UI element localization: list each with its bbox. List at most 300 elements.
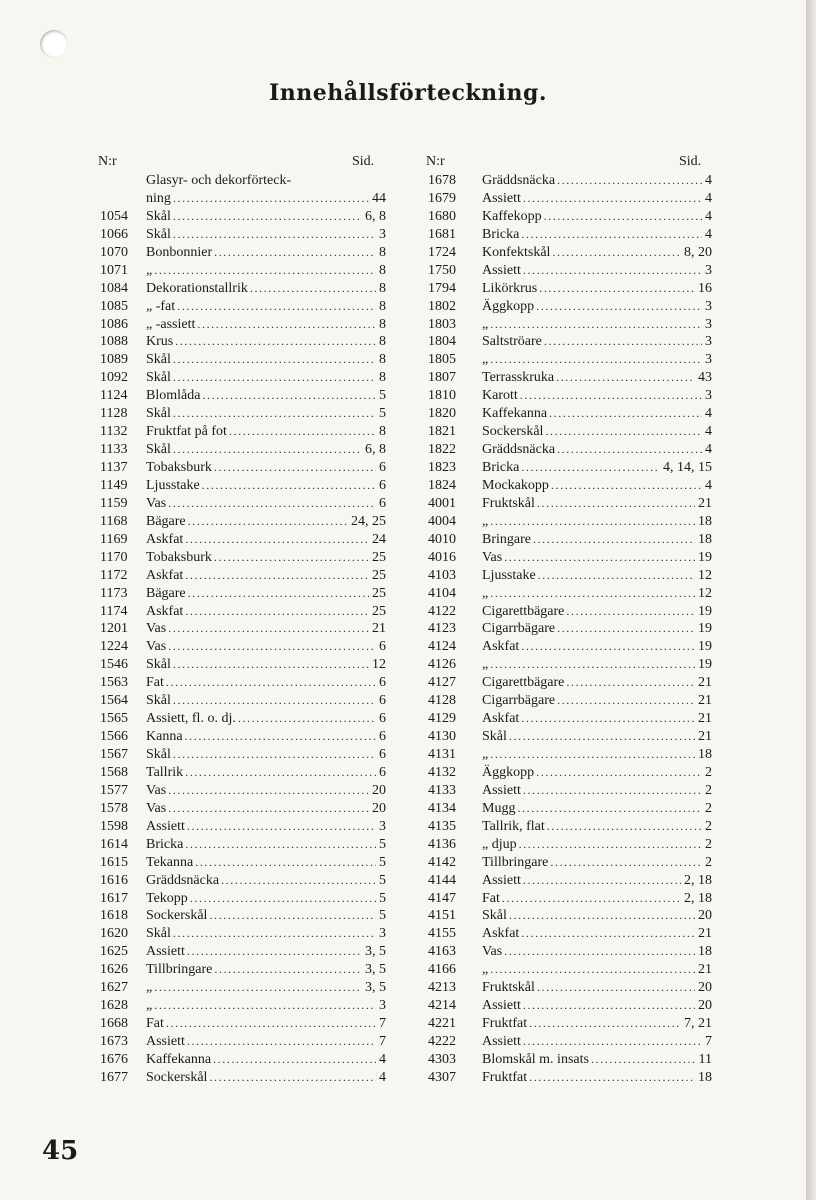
item-name: Terrasskruka [482,370,555,386]
index-entry [428,262,712,280]
item-name: Sockerskål [482,424,544,440]
item-name: Askfat [482,711,520,727]
item-number: 4166 [428,962,456,978]
leader-dots [490,656,695,674]
index-entry [100,280,386,298]
leader-dots [168,495,376,513]
index-entry [100,351,386,369]
item-number: 1822 [428,442,456,458]
leader-dots [502,890,681,908]
page-reference: 18 [698,747,712,762]
right-num-header: N:r [426,154,445,169]
page-reference: 4 [705,173,712,188]
leader-dots [504,549,695,567]
page-reference: 4 [705,190,712,206]
leader-dots [185,531,369,549]
leader-dots [557,692,695,710]
page-reference: 6 [379,639,386,655]
page-reference: 3 [705,262,712,278]
leader-dots [154,997,376,1015]
page-reference: 4 [379,1069,386,1085]
item-name: Skål [482,908,507,924]
item-name: Vas [146,639,167,655]
index-entry [100,764,386,782]
leader-dots [250,280,376,298]
leader-dots [490,513,695,531]
item-number: 1088 [100,334,128,350]
item-number: 4124 [428,639,456,655]
page-reference: 20 [698,998,712,1014]
page-reference: 43 [698,370,712,386]
item-number: 1054 [100,208,128,224]
item-name: Askfat [482,639,520,655]
page-reference: 21 [698,962,712,978]
page-reference: 3 [379,926,386,942]
item-name: Fruktfat på fot [146,424,227,440]
leader-dots [202,387,376,405]
item-name: Tobaksburk [146,549,212,565]
page-reference: 18 [698,1069,712,1085]
index-entry [100,890,386,908]
intro-page: 44 [372,190,386,206]
item-number: 1066 [100,226,128,242]
item-number: 1132 [100,424,128,440]
index-entry [428,728,712,746]
index-entry [428,244,712,262]
item-name: Kaffekanna [146,1051,212,1067]
index-entry [428,1033,712,1051]
index-entry [428,423,712,441]
item-name: „ [482,747,489,762]
leader-dots [566,603,695,621]
leader-dots [509,907,695,925]
item-number: 1224 [100,639,128,655]
index-entry [428,800,712,818]
punch-hole [40,30,68,58]
item-name: Blomlåda [146,388,201,404]
page-reference: 6, 8 [365,208,386,224]
item-name: Blomskål m. insats [482,1051,589,1067]
item-name: Karott [482,388,518,404]
item-number: 1089 [100,352,128,368]
index-entry [100,369,386,387]
item-name: Vas [482,944,503,960]
page-reference: 3 [379,226,386,242]
intro-line-2: ning [146,190,171,206]
index-entry [428,405,712,423]
item-number: 1086 [100,316,128,332]
page-reference: 4 [705,406,712,422]
item-number: 1137 [100,460,128,475]
index-entry [428,172,712,190]
page-reference: 5 [379,406,386,422]
index-entry [428,943,712,961]
item-number: 1627 [100,980,128,996]
index-entry [100,226,386,244]
item-name: Bägare [146,513,186,529]
item-name: Krus [146,334,174,350]
leader-dots [173,351,376,369]
item-number: 4134 [428,800,456,816]
item-number: 1201 [100,621,128,637]
leader-dots [202,477,376,495]
leader-dots [539,280,695,298]
index-entry [100,997,386,1015]
index-entry [428,620,712,638]
index-entry [428,280,712,298]
index-entry [100,925,386,943]
index-entry [428,872,712,890]
item-name: Fruktskål [482,495,535,511]
item-name: „ -assiett [146,316,196,332]
item-name: „ -fat [146,298,176,314]
leader-dots [536,764,702,782]
page-reference: 6 [379,711,386,727]
page-reference: 7, 21 [684,1016,712,1032]
item-name: Askfat [146,603,184,619]
item-number: 1614 [100,836,128,852]
index-entry [428,1069,712,1087]
page-reference: 8 [379,352,386,368]
leader-dots [214,244,376,262]
index-entry [100,728,386,746]
item-name: „ [482,513,489,529]
item-number: 1070 [100,244,128,260]
index-intro [100,172,386,190]
leader-dots [537,979,695,997]
item-number: 1810 [428,388,456,404]
page-reference: 2 [705,764,712,780]
item-name: Cigarrbägare [482,693,556,709]
item-number: 1807 [428,370,456,386]
index-entry [100,244,386,262]
index-entry [428,298,712,316]
item-name: Fat [146,1016,164,1032]
leader-dots [173,925,376,943]
leader-dots [177,298,376,316]
leader-dots [557,620,695,638]
item-number: 4103 [428,567,456,583]
item-number: 1071 [100,262,128,278]
page-reference: 4 [705,424,712,440]
page-reference: 19 [698,603,712,619]
page-reference: 2 [705,782,712,798]
item-number: 1673 [100,1034,128,1049]
item-number: 1124 [100,388,128,404]
item-number: 1085 [100,298,128,314]
item-number: 1678 [428,173,456,188]
item-number: 1820 [428,406,456,422]
index-entry [428,316,712,334]
index-entry [100,692,386,710]
page-reference: 12 [372,657,386,673]
item-number: 1824 [428,477,456,493]
leader-dots [185,603,369,621]
item-name: Saltströare [482,334,542,350]
leader-dots [557,441,702,459]
item-name: Skål [146,406,171,422]
leader-dots [566,674,695,692]
item-number: 1170 [100,549,128,565]
item-number: 1677 [100,1069,128,1085]
leader-dots [519,836,702,854]
item-number: 1563 [100,675,128,691]
page-reference: 19 [698,639,712,655]
item-name: „ [482,657,489,673]
item-name: „ [146,262,153,278]
item-number: 1169 [100,531,128,547]
item-number: 1084 [100,280,128,296]
item-name: Kaffekanna [482,406,548,422]
item-name: Assiett [482,872,521,888]
index-entry [100,674,386,692]
item-number: 1174 [100,603,128,619]
page-reference: 21 [372,621,386,637]
leader-dots [187,943,362,961]
item-number: 4151 [428,908,456,924]
page-reference: 21 [698,495,712,511]
item-number: 1567 [100,747,128,762]
item-name: Äggkopp [482,298,535,314]
item-name: Bricka [146,836,184,852]
index-entry [100,549,386,567]
page-reference: 25 [372,549,386,565]
index-entry [428,925,712,943]
leader-dots [213,1051,376,1069]
page-reference: 16 [698,280,712,296]
item-number: 4135 [428,818,456,834]
leader-dots [490,351,702,369]
leader-dots [521,710,695,728]
index-entry [428,1015,712,1033]
page-reference: 3 [379,998,386,1014]
index-entry [100,316,386,334]
page-reference: 6 [379,460,386,475]
index-entry [428,1051,712,1069]
item-name: „ [482,316,489,332]
item-name: Assiett [482,998,521,1014]
item-number: 1598 [100,818,128,834]
index-entry [428,961,712,979]
page-reference: 4 [379,1051,386,1067]
index-entry [100,836,386,854]
page-reference: 8 [379,262,386,278]
leader-dots [538,567,695,585]
leader-dots [229,423,376,441]
page-reference: 20 [372,782,386,798]
page-reference: 21 [698,926,712,942]
leader-dots [173,692,376,710]
leader-dots [168,782,369,800]
page-reference: 7 [705,1034,712,1049]
leader-dots [185,728,376,746]
page-reference: 24, 25 [351,513,386,529]
page-reference: 2, 18 [684,872,712,888]
index-entry [100,262,386,280]
index-entry [428,674,712,692]
leader-dots [549,405,702,423]
item-number: 1546 [100,657,128,673]
item-name: Cigarettbägare [482,603,565,619]
item-name: Vas [146,782,167,798]
page-reference: 24 [372,531,386,547]
page-reference: 4 [705,477,712,493]
index-entry [428,208,712,226]
item-number: 1172 [100,567,128,583]
item-name: Cigarrbägare [482,621,556,637]
item-number: 4214 [428,998,456,1014]
index-entry [428,513,712,531]
index-entry [100,1015,386,1033]
intro-line-1: Glasyr- och dekorförteck- [146,173,292,188]
leader-dots [214,549,369,567]
item-number: 1803 [428,316,456,332]
item-number: 1615 [100,854,128,870]
item-name: Assiett [146,944,185,960]
item-name: Cigarettbägare [482,675,565,691]
index-entry [100,603,386,621]
item-name: Assiett [482,190,521,206]
item-number: 4142 [428,854,456,870]
page-reference: 3, 5 [365,962,386,978]
index-entry [428,782,712,800]
page-reference: 8 [379,298,386,314]
item-name: Assiett [482,262,521,278]
leader-dots [195,854,376,872]
item-number: 1668 [100,1016,128,1032]
item-name: Ljusstake [146,477,200,493]
page-reference: 3, 5 [365,944,386,960]
index-entry [100,782,386,800]
leader-dots [504,943,695,961]
index-entry [100,854,386,872]
index-entry [428,638,712,656]
leader-dots [190,890,376,908]
index-entry [428,890,712,908]
leader-dots [168,800,369,818]
leader-dots [533,531,695,549]
item-number: 4016 [428,549,456,565]
item-number: 4303 [428,1051,456,1067]
index-entry [428,333,712,351]
page-reference: 6 [379,764,386,780]
item-name: Ljusstake [482,567,536,583]
item-name: „ [146,998,153,1014]
item-number: 4222 [428,1034,456,1049]
page-reference: 8 [379,280,386,296]
left-index-column [100,172,386,1087]
item-number: 1802 [428,298,456,314]
leader-dots [173,746,376,764]
item-name: Skål [146,442,171,458]
item-name: Skål [146,226,171,242]
item-name: Skål [146,926,171,942]
leader-dots [509,728,695,746]
leader-dots [536,298,702,316]
item-number: 4136 [428,836,456,852]
item-number: 1628 [100,998,128,1014]
item-name: Vas [482,549,503,565]
item-number: 4004 [428,513,456,529]
leader-dots [166,1015,376,1033]
item-number: 1564 [100,693,128,709]
page-reference: 5 [379,908,386,924]
leader-dots [168,638,376,656]
leader-dots [521,925,695,943]
item-name: Sockerskål [146,908,208,924]
leader-dots [187,818,376,836]
index-entry [428,495,712,513]
leader-dots [529,1069,695,1087]
leader-dots [547,818,702,836]
item-number: 1133 [100,442,128,458]
page-reference: 4, 14, 15 [663,460,712,475]
item-name: Äggkopp [482,764,535,780]
leader-dots [523,872,681,890]
page-reference: 21 [698,675,712,691]
index-entry [100,531,386,549]
item-name: Tillbringare [146,962,213,978]
index-entry [100,961,386,979]
index-intro-cont [100,190,386,208]
item-number: 4163 [428,944,456,960]
page-reference: 2 [705,800,712,816]
leader-dots [550,854,702,872]
leader-dots [173,441,362,459]
page-reference: 20 [698,908,712,924]
index-entry [428,818,712,836]
item-name: Fat [482,890,500,906]
leader-dots [173,226,376,244]
leader-dots [173,369,376,387]
leader-dots [545,423,702,441]
leader-dots [591,1051,696,1069]
index-entry [428,441,712,459]
index-entry [428,997,712,1015]
right-index-column [428,172,712,1087]
item-name: Skål [482,729,507,745]
item-number: 1617 [100,890,128,906]
item-number: 1565 [100,711,128,727]
page-reference: 6, 8 [365,442,386,458]
page-reference: 6 [379,495,386,511]
page-reference: 8 [379,334,386,350]
leader-dots [187,1033,376,1051]
item-name: Tekopp [146,890,188,906]
leader-dots [175,333,376,351]
item-number: 1168 [100,513,128,529]
page-reference: 21 [698,693,712,709]
item-name: Tallrik [146,764,184,780]
right-page-header: Sid. [679,154,702,169]
item-name: Fruktfat [482,1016,528,1032]
item-name: Gräddsnäcka [482,173,556,188]
item-name: Konfektskål [482,244,551,260]
page-reference: 3 [705,334,712,350]
index-entry [100,872,386,890]
leader-dots [520,387,702,405]
leader-dots [197,316,376,334]
item-number: 4129 [428,711,456,727]
page-reference: 3, 5 [365,980,386,996]
index-entry [428,979,712,997]
item-name: Bricka [482,226,520,242]
leader-dots [523,262,702,280]
index-entry [100,495,386,513]
index-entry [428,226,712,244]
item-name: Assiett [146,818,185,834]
leader-dots [523,782,702,800]
